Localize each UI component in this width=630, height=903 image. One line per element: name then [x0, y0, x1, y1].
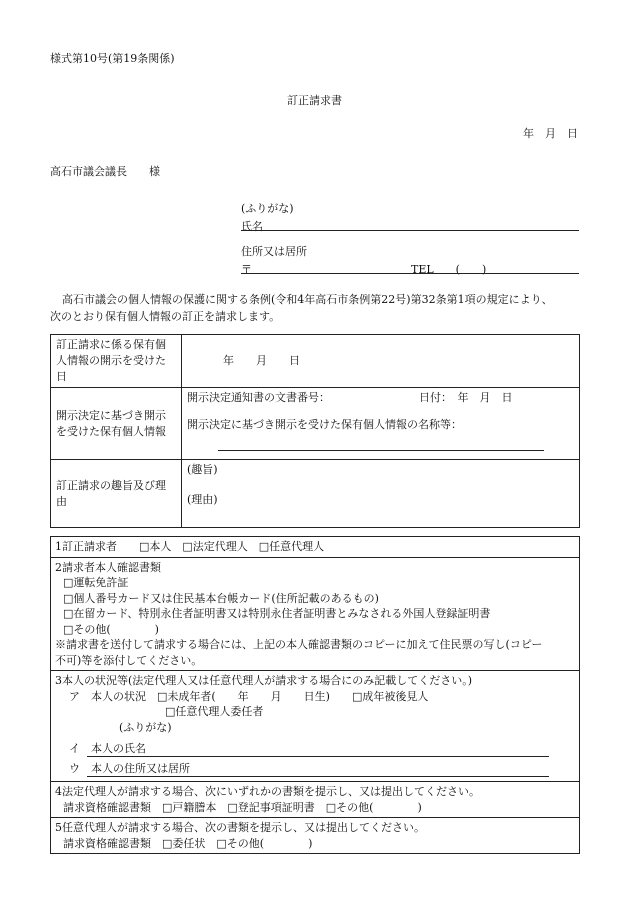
addressee: 高石市議会議長 様 [50, 165, 160, 178]
section-5-voluntary-representative [51, 818, 580, 854]
section-4-legal-representative [51, 782, 580, 818]
principal-name-field[interactable] [87, 756, 549, 757]
notice-date-label: 日付： 年 月 日 [419, 391, 513, 404]
disclosed-info-label: 開示決定に基づき開示を受けた保有個人情報 [51, 388, 182, 460]
disclosed-info-field[interactable] [182, 388, 580, 460]
purpose-reason-field[interactable] [182, 460, 580, 528]
id-documents-note-1: ※請求書を送付して請求する場合には、上記の本人確認書類のコピーに加えて住民票の写し(コピー [55, 638, 543, 651]
section-3-principal-status [51, 671, 580, 782]
form-number: 様式第10号(第19条関係) [50, 52, 175, 65]
postal-mark: 〒 [241, 263, 252, 276]
id-documents-title: 2請求者本人確認書類 [55, 560, 161, 574]
disclosed-info-name-field[interactable] [218, 450, 544, 451]
id-option-residence-card[interactable]: □在留カード、特別永住者証明書又は特別永住者証明書とみなされる外国人登録証明書 [63, 607, 491, 620]
purpose-label: (趣旨) [187, 463, 218, 476]
principal-status-options[interactable]: ア 本人の状況 □未成年者( 年 月 日生) □成年被後見人 [69, 689, 429, 703]
applicant-address-field[interactable] [241, 273, 579, 274]
requester-info-table [50, 536, 580, 854]
purpose-reason-label: 訂正請求の趣旨及び理由 [51, 460, 182, 528]
applicant-name-label: 氏名 [241, 220, 263, 233]
principal-furigana-label: (ふりがな) [119, 720, 172, 734]
applicant-name-field[interactable] [241, 230, 579, 231]
disclosure-date-value: 年 月 日 [223, 354, 300, 367]
notice-document-number-label: 開示決定通知書の文書番号： [187, 391, 330, 404]
principal-name-label: イ 本人の氏名 [69, 742, 146, 755]
section-2-id-documents [51, 557, 580, 671]
applicant-address-label: 住所又は居所 [241, 245, 307, 258]
applicant-furigana-label: (ふりがな) [241, 202, 294, 215]
date-line: 年 月 日 [523, 127, 578, 140]
principal-address-label: ウ 本人の住所又は居所 [69, 762, 190, 775]
section-1-requester [51, 537, 580, 558]
principal-address-field[interactable] [87, 776, 549, 777]
disclosure-date-label: 訂正請求に係る保有個人情報の開示を受けた日 [51, 335, 182, 388]
id-documents-note-2: 不可)等を添付してください。 [55, 653, 203, 667]
legal-representative-documents[interactable]: 請求資格確認書類 □戸籍謄本 □登記事項証明書 □その他( ) [63, 800, 422, 814]
principal-status-option-voluntary[interactable]: □任意代理人委任者 [165, 705, 264, 718]
tel-label: TEL ( ) [411, 263, 487, 276]
request-details-table [50, 334, 580, 528]
id-option-my-number-card[interactable]: □個人番号カード又は住民基本台帳カード(住所記載のあるもの) [63, 591, 379, 605]
principal-status-title: 3本人の状況等(法定代理人又は任意代理人が請求する場合にのみ記載してください。) [55, 674, 473, 687]
document-title: 訂正請求書 [287, 94, 342, 107]
disclosed-info-name-label: 開示決定に基づき開示を受けた保有個人情報の名称等： [187, 418, 462, 431]
requester-type-options[interactable]: 1訂正請求者 □本人 □法定代理人 □任意代理人 [55, 540, 325, 553]
id-option-drivers-license[interactable]: □運転免許証 [63, 576, 129, 589]
legal-representative-title: 4法定代理人が請求する場合、次にいずれかの書類を提示し、又は提出してください。 [55, 785, 480, 798]
voluntary-representative-documents[interactable]: 請求資格確認書類 □委任状 □その他( ) [63, 836, 313, 850]
disclosure-date-field[interactable] [182, 335, 580, 388]
voluntary-representative-title: 5任意代理人が請求する場合、次の書類を提示し、又は提出してください。 [55, 821, 425, 834]
intro-line-1: 高石市議会の個人情報の保護に関する条例(令和4年高石市条例第22号)第32条第1項の規定により、 [62, 293, 553, 306]
intro-line-2: 次のとおり保有個人情報の訂正を請求します。 [50, 310, 281, 323]
id-option-other[interactable]: □その他( ) [63, 622, 159, 636]
reason-label: (理由) [187, 493, 218, 506]
